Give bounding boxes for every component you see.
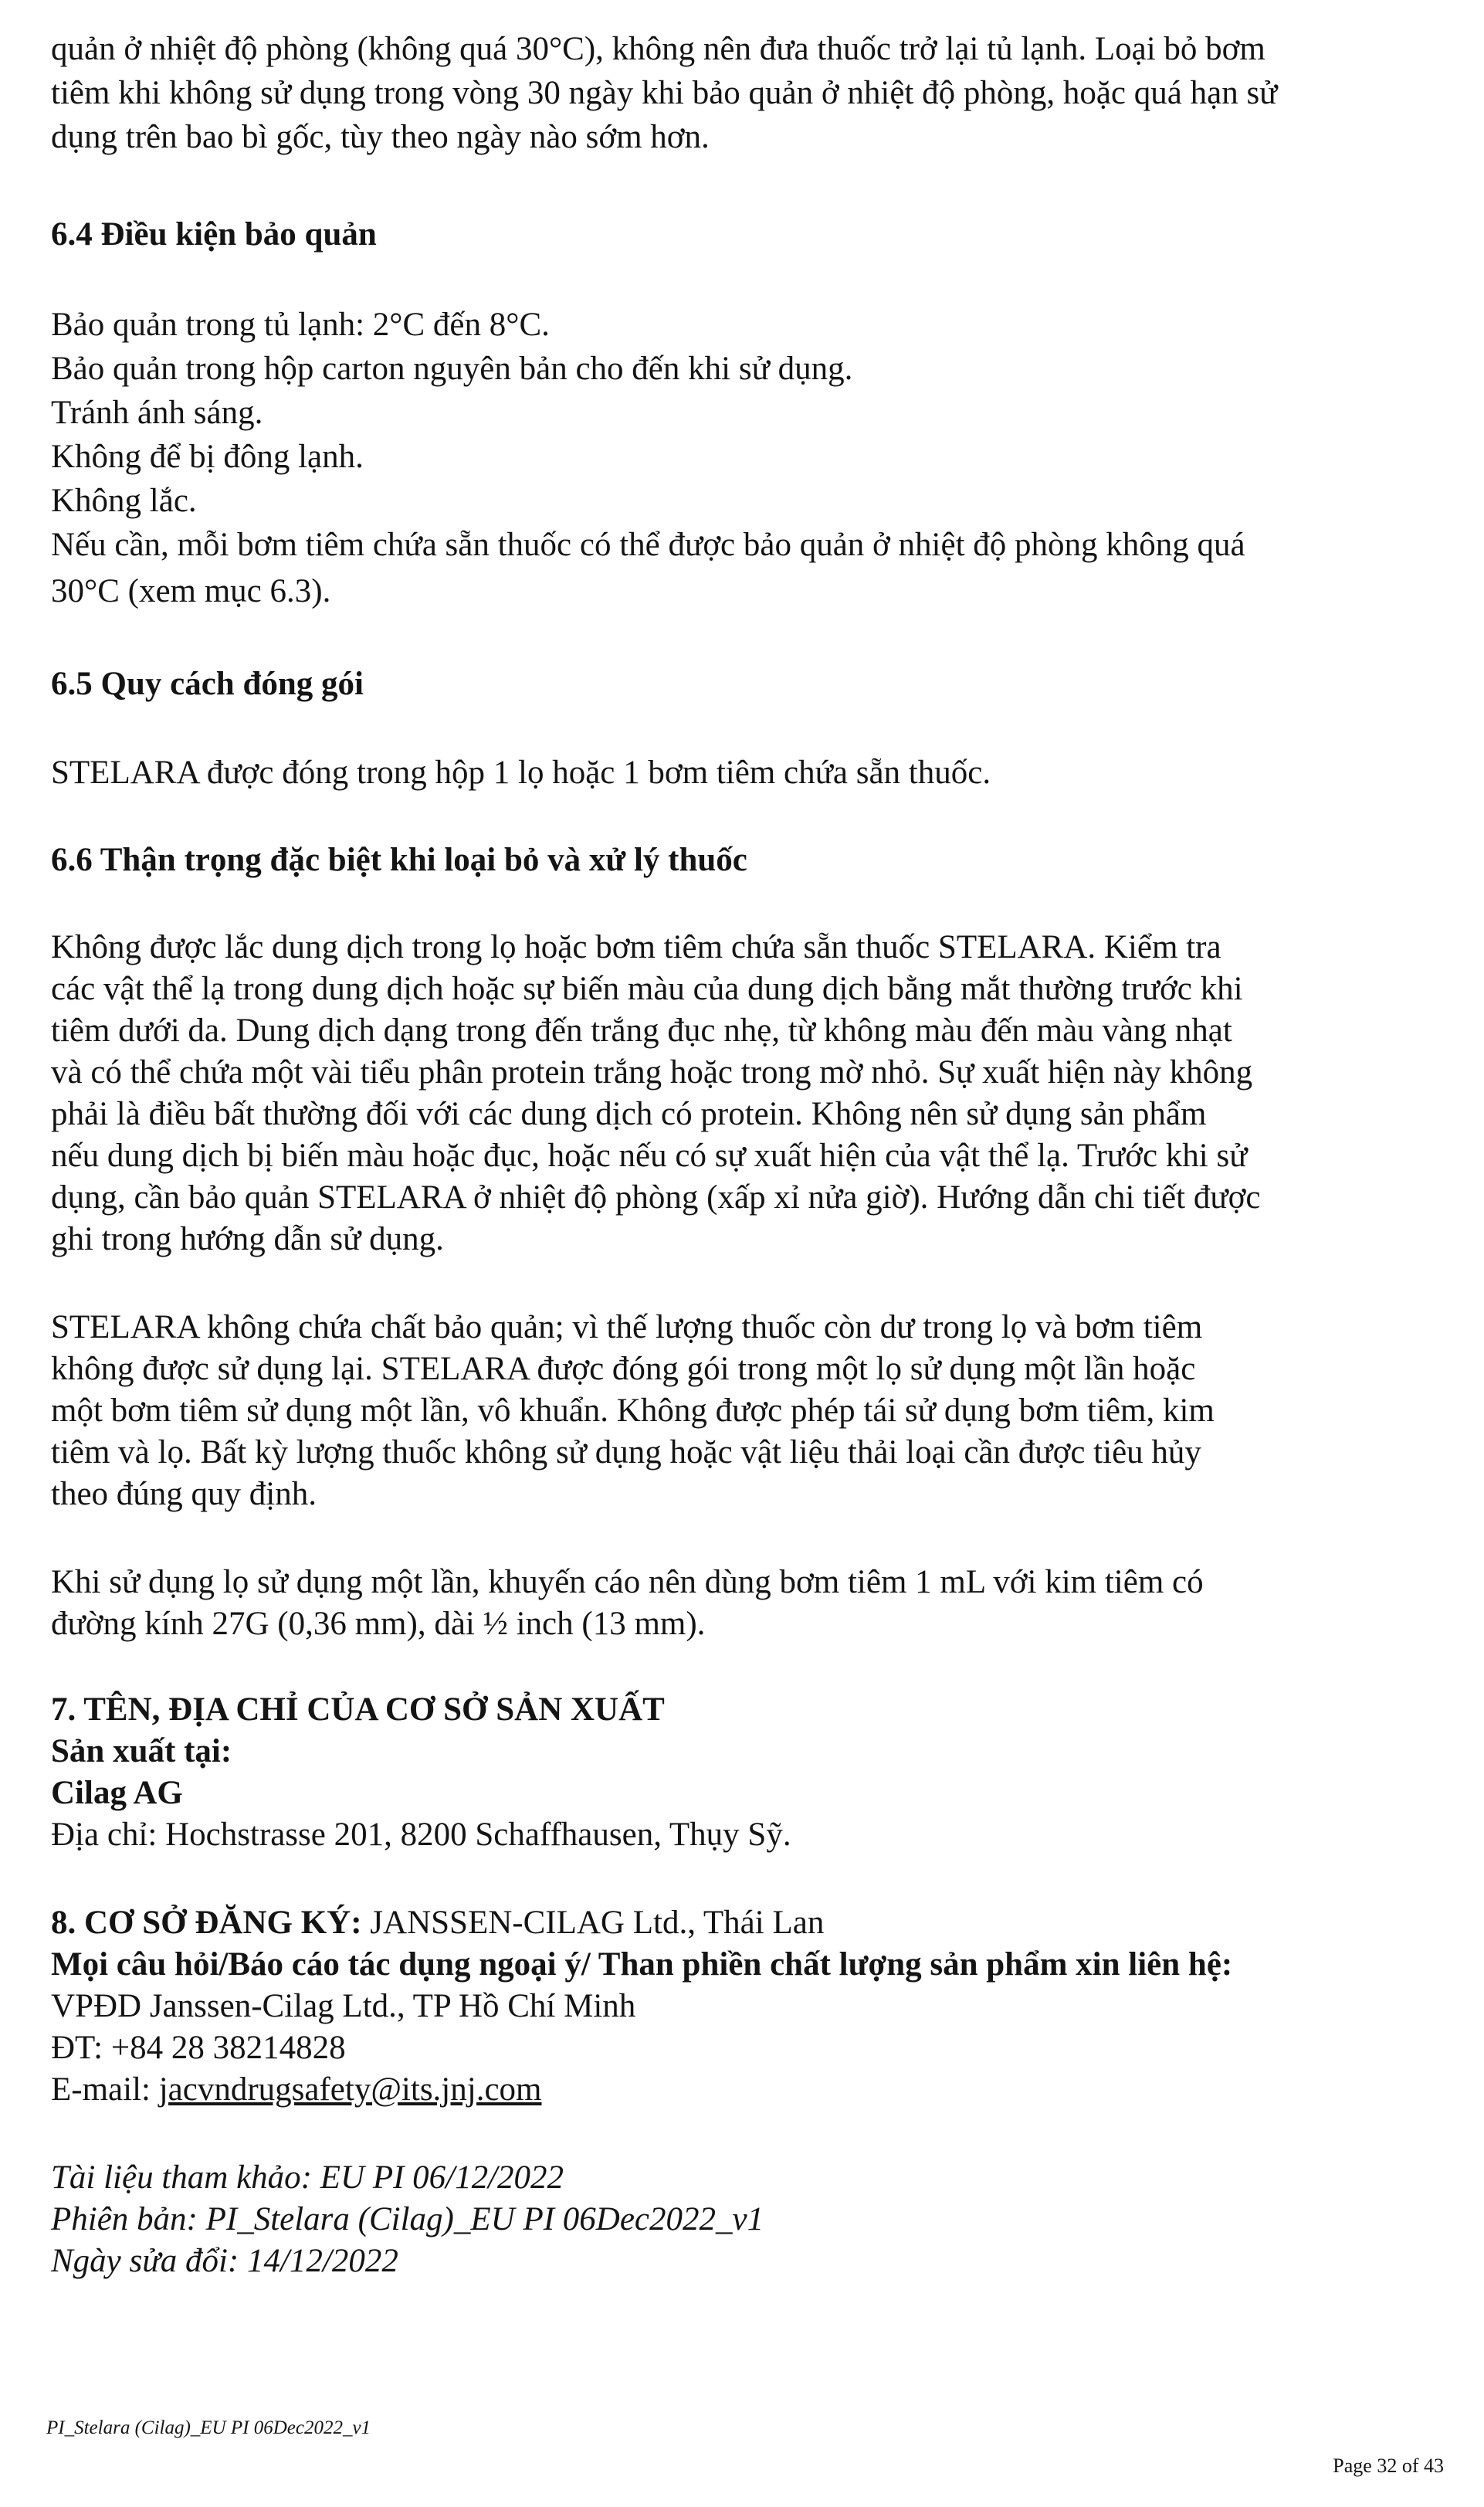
contact-heading: Mọi câu hỏi/Báo cáo tác dụng ngoại ý/ Than phiền chất lượng sản phẩm xin liên hệ: [51,1946,1233,1983]
body-text: tiêm khi không sử dụng trong vòng 30 ngày khi bảo quản ở nhiệt độ phòng, hoặc quá hạn sử [51,75,1278,111]
body-text: Bảo quản trong hộp carton nguyên bản cho đến khi sử dụng. [51,351,853,387]
section-heading-7: 7. TÊN, ĐỊA CHỈ CỦA CƠ SỞ SẢN XUẤT [51,1691,665,1728]
section-heading-6-5: 6.5 Quy cách đóng gói [51,666,364,702]
email-line [51,2070,541,2110]
section-heading-8: 8. CƠ SỞ ĐĂNG KÝ: [51,1905,362,1941]
body-text: Không để bị đông lạnh. [51,439,364,475]
body-text: 30°C (xem mục 6.3). [51,573,331,609]
body-text: theo đúng quy định. [51,1476,317,1512]
reference-note: Tài liệu tham khảo: EU PI 06/12/2022 [51,2159,564,2196]
footer-document-id: PI_Stelara (Cilag)_EU PI 06Dec2022_v1 [46,2417,371,2438]
body-text: STELARA được đóng trong hộp 1 lọ hoặc 1 bơm tiêm chứa sẵn thuốc. [51,755,991,791]
registrant-line [51,1903,824,1943]
body-text: dụng trên bao bì gốc, tùy theo ngày nào sớm hơn. [51,119,710,155]
office-name: VPĐD Janssen-Cilag Ltd., TP Hồ Chí Minh [51,1988,636,2024]
manufacturer-name: Cilag AG [51,1775,183,1811]
body-text: Tránh ánh sáng. [51,395,263,431]
body-text: một bơm tiêm sử dụng một lần, vô khuẩn. Không được phép tái sử dụng bơm tiêm, kim [51,1393,1215,1429]
body-text: dụng, cần bảo quản STELARA ở nhiệt độ phòng (xấp xỉ nửa giờ). Hướng dẫn chi tiết được [51,1179,1261,1216]
body-text: Bảo quản trong tủ lạnh: 2°C đến 8°C. [51,307,550,343]
body-text: Không được lắc dung dịch trong lọ hoặc bơm tiêm chứa sẵn thuốc STELARA. Kiểm tra [51,929,1221,965]
body-text: ghi trong hướng dẫn sử dụng. [51,1221,444,1257]
section-heading-6-4: 6.4 Điều kiện bảo quản [51,216,377,253]
body-text: nếu dung dịch bị biến màu hoặc đục, hoặc nếu có sự xuất hiện của vật thể lạ. Trước khi sử [51,1138,1248,1174]
body-text: Khi sử dụng lọ sử dụng một lần, khuyến cáo nên dùng bơm tiêm 1 mL với kim tiêm có [51,1564,1204,1600]
version-note: Phiên bản: PI_Stelara (Cilag)_EU PI 06Dec2022_v1 [51,2201,764,2237]
email-label: E-mail: [51,2071,159,2108]
manufacturer-address: Địa chỉ: Hochstrasse 201, 8200 Schaffhausen, Thụy Sỹ. [51,1817,791,1853]
body-text: quản ở nhiệt độ phòng (không quá 30°C), không nên đưa thuốc trở lại tủ lạnh. Loại bỏ bơm [51,31,1265,67]
manufactured-at-label: Sản xuất tại: [51,1733,232,1769]
body-text: phải là điều bất thường đối với các dung dịch có protein. Không nên sử dụng sản phẩm [51,1096,1207,1132]
body-text: tiêm dưới da. Dung dịch dạng trong đến trắng đục nhẹ, từ không màu đến màu vàng nhạt [51,1013,1232,1049]
email-link[interactable]: jacvndrugsafety@its.jnj.com [158,2071,542,2108]
body-text: Không lắc. [51,483,197,519]
body-text: đường kính 27G (0,36 mm), dài ½ inch (13 mm). [51,1606,706,1642]
registrant-name: JANSSEN-CILAG Ltd., Thái Lan [361,1905,825,1941]
body-text: tiêm và lọ. Bất kỳ lượng thuốc không sử dụng hoặc vật liệu thải loại cần được tiêu hủy [51,1434,1201,1471]
phone-number: ĐT: +84 28 38214828 [51,2030,346,2066]
body-text: không được sử dụng lại. STELARA được đóng gói trong một lọ sử dụng một lần hoặc [51,1351,1196,1387]
body-text: và có thể chứa một vài tiểu phân protein trắng hoặc trong mờ nhỏ. Sự xuất hiện này không [51,1054,1253,1091]
body-text: STELARA không chứa chất bảo quản; vì thế lượng thuốc còn dư trong lọ và bơm tiêm [51,1309,1203,1345]
revision-date-note: Ngày sửa đổi: 14/12/2022 [51,2243,398,2279]
section-heading-6-6: 6.6 Thận trọng đặc biệt khi loại bỏ và xử lý thuốc [51,842,747,878]
body-text: các vật thể lạ trong dung dịch hoặc sự biến màu của dung dịch bằng mắt thường trước khi [51,971,1243,1007]
page-number: Page 32 of 43 [1333,2454,1444,2477]
body-text: Nếu cần, mỗi bơm tiêm chứa sẵn thuốc có thể được bảo quản ở nhiệt độ phòng không quá [51,527,1245,563]
